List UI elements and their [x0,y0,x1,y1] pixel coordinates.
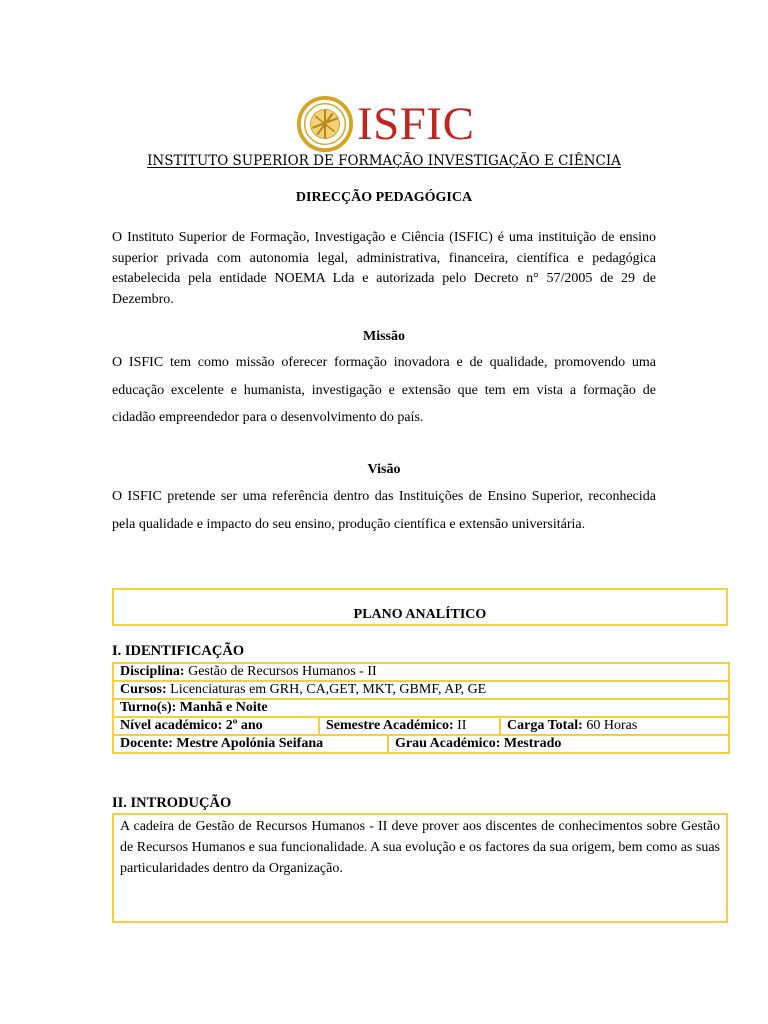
visao-title: Visão [367,462,401,477]
semestre-label: Semestre Académico: [326,718,454,733]
department-heading: DIRECÇÃO PEDAGÓGICA [295,190,473,205]
visao-text: O ISFIC pretende ser uma referência dentro das Instituições de Ensino Superior, reconhecida pela qualidade e impacto do seu ensino, produção científica e extensão universitária. [112,489,656,532]
intro-paragraph: O Instituto Superior de Formação, Investigação e Ciência (ISFIC) é uma instituição de ensino superior privada com autonomia legal, administrativa, financeira, científica e pedagógica estabelecida pela entidade NOEMA Lda e autorizada pelo Decreto n° 57/2005 de 29 de Dezembro. [112,230,656,308]
grau-cell: Grau Académico: Mestrado [388,735,729,753]
introducao-text: A cadeira de Gestão de Recursos Humanos - II deve prover aos discentes de conhecimentos sobre Gestão de Recursos Humanos e sua funcionalidade. A sua evolução e os factores da sua origem, bem como as suas particularidades dentro da Organização. [120,819,720,876]
logo-text: ISFIC [357,97,475,150]
isfic-logo [296,95,474,153]
carga-cell [500,717,729,735]
institution-name [0,152,768,170]
cursos-value: Licenciaturas em GRH, CA,GET, MKT, GBMF, AP, GE [170,682,487,697]
docente-cell: Docente: Mestre Apolónia Seifana [113,735,388,753]
table-row [113,681,729,699]
table-row [113,717,729,735]
disciplina-cell [113,663,729,681]
carga-value: 60 Horas [586,718,638,733]
nivel-cell: Nível académico: 2º ano [113,717,319,735]
introducao-title: II. INTRODUÇÃO [112,795,232,811]
disciplina-value: Gestão de Recursos Humanos - II [188,664,377,679]
missao-text: O ISFIC tem como missão oferecer formação inovadora e de qualidade, promovendo uma educação excelente e humanista, investigação e extensão que tem em vista a formação de cidadão empreendedor para o desenvolvimento do país. [112,355,656,425]
table-row [113,735,729,753]
turno-cell: Turno(s): Manhã e Noite [113,699,729,717]
cursos-label: Cursos: [120,682,167,697]
plano-analitico-title: PLANO ANALÍTICO [353,607,487,622]
disciplina-label: Disciplina: [120,664,185,679]
table-row [113,699,729,717]
missao-title: Missão [363,329,405,344]
plano-analitico-box [112,588,728,626]
cursos-cell [113,681,729,699]
isfic-emblem-icon [296,95,354,153]
introducao-box [112,813,728,923]
semestre-cell [319,717,500,735]
carga-label: Carga Total: [507,718,583,733]
semestre-value: II [457,718,467,733]
institution-name-text: INSTITUTO SUPERIOR DE FORMAÇÃO INVESTIGAÇÃO E CIÊNCIA [147,153,621,169]
table-row [113,663,729,681]
identificacao-table [112,662,730,754]
identificacao-title: I. IDENTIFICAÇÃO [112,643,245,659]
